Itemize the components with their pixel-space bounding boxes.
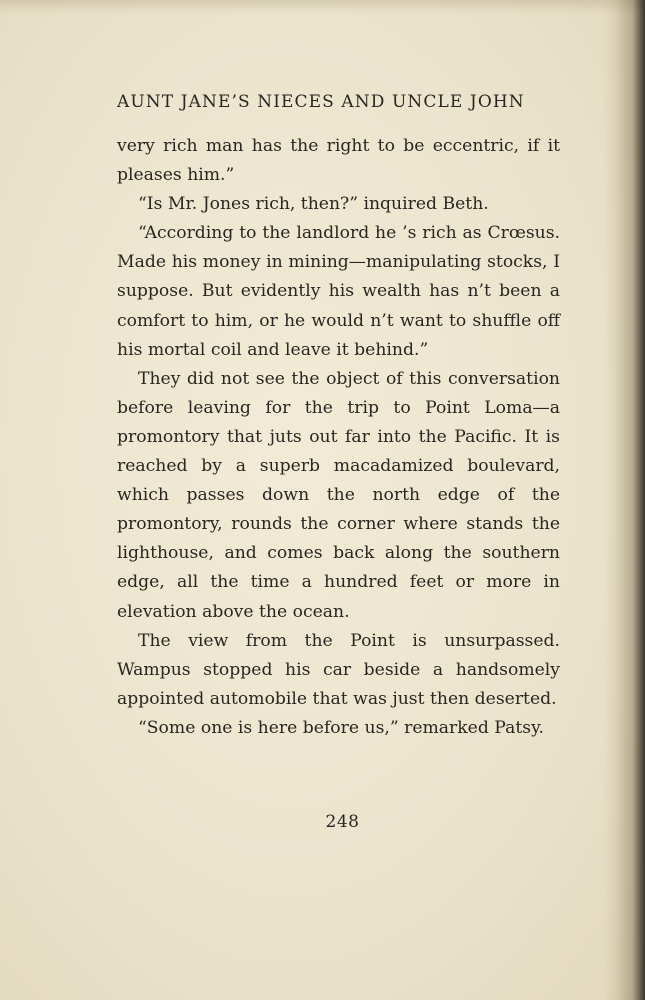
paragraph: “Some one is here before us,” remarked Patsy. <box>138 717 544 738</box>
paragraph: They did not see the object of this conversation before leaving for the trip to Point Loma—a promontory that juts out far into the Pacific. It is reached by a superb macadamized boulevard, which passes down the north edge of the promontory, rounds the corner where stands the lighthouse, and comes back along the southern edge, all the time a hundred feet or more in elevation above the ocean. <box>117 368 560 622</box>
paragraph: The view from the Point is unsurpassed. Wampus stopped his car beside a handsomely appointed automobile that was just then deserted. <box>117 630 560 709</box>
running-head: AUNT JANE’S NIECES AND UNCLE JOHN <box>117 92 525 112</box>
page-top-shading <box>0 0 645 14</box>
paragraph: “According to the landlord he ’s rich as Crœsus. Made his money in mining—manipulating stocks, I suppose. But evidently his wealth has n’t been a comfort to him, or he would n’t want to shuffle off his mortal coil and leave it behind.” <box>117 223 560 360</box>
page-number: 248 <box>325 812 360 832</box>
page-gutter-shadow <box>603 0 645 1000</box>
paragraph: “Is Mr. Jones rich, then?” inquired Beth. <box>138 194 489 215</box>
body-text <box>117 132 560 743</box>
paragraph-continued: very rich man has the right to be eccentric, if it pleases him.” <box>117 136 560 186</box>
